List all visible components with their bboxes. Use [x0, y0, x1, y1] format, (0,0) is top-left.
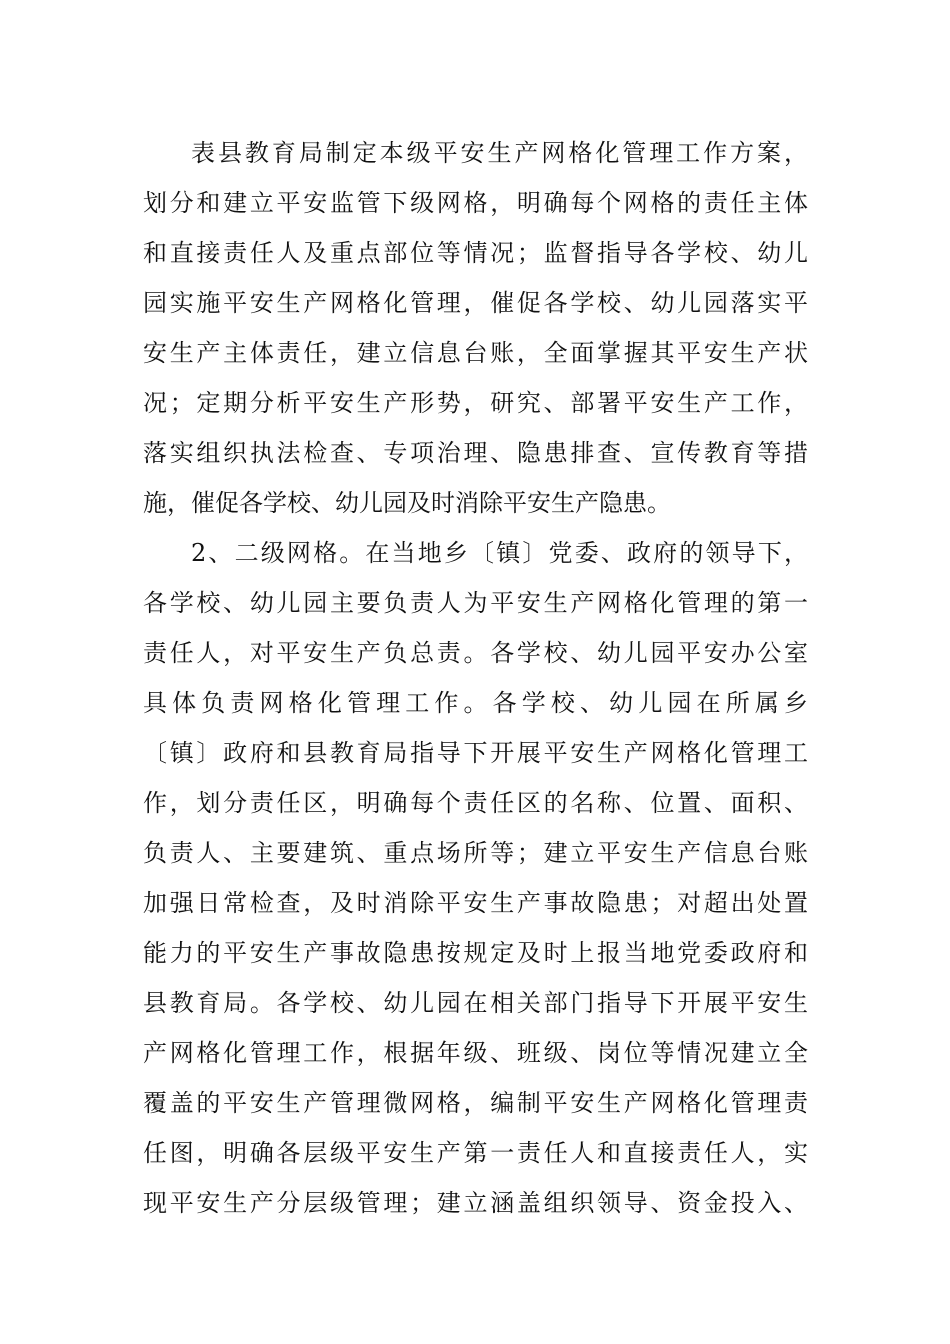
text-line: 具体负责网格化管理工作。各学校、幼儿园在所属乡: [143, 689, 808, 717]
text-line: 施，催促各学校、幼儿园及时消除平安生产隐患。: [143, 489, 671, 517]
text-line: 县教育局。各学校、幼儿园在相关部门指导下开展平安生: [143, 989, 808, 1017]
text-line: 和直接责任人及重点部位等情况；监督指导各学校、幼儿: [143, 239, 808, 267]
text-line: 产网格化管理工作，根据年级、班级、岗位等情况建立全: [143, 1039, 808, 1067]
text-line: 加强日常检查，及时消除平安生产事故隐患；对超出处置: [143, 889, 808, 917]
text-line: 表县教育局制定本级平安生产网格化管理工作方案，: [191, 139, 808, 167]
text-line: 落实组织执法检查、专项治理、隐患排查、宣传教育等措: [143, 439, 808, 467]
text-line: 况；定期分析平安生产形势，研究、部署平安生产工作，: [143, 389, 808, 417]
text-line: 各学校、幼儿园主要负责人为平安生产网格化管理的第一: [143, 589, 808, 617]
text-line: 划分和建立平安监管下级网格，明确每个网格的责任主体: [143, 189, 808, 217]
paragraph-second-level-grid: [143, 528, 808, 1228]
text-line: 任图，明确各层级平安生产第一责任人和直接责任人，实: [143, 1139, 808, 1167]
text-line: 安生产主体责任，建立信息台账，全面掌握其平安生产状: [143, 339, 808, 367]
text-line: 能力的平安生产事故隐患按规定及时上报当地党委政府和: [143, 939, 808, 967]
text-line: 〔镇〕政府和县教育局指导下开展平安生产网格化管理工: [143, 739, 808, 767]
text-line: 现平安生产分层级管理；建立涵盖组织领导、资金投入、: [143, 1189, 808, 1217]
body-text: [143, 128, 808, 1228]
text-line: 负责人、主要建筑、重点场所等；建立平安生产信息台账: [143, 839, 808, 867]
text-line: 园实施平安生产网格化管理，催促各学校、幼儿园落实平: [143, 289, 808, 317]
text-line: 作，划分责任区，明确每个责任区的名称、位置、面积、: [143, 789, 808, 817]
text-line: 2、二级网格。在当地乡〔镇〕党委、政府的领导下，: [191, 539, 808, 567]
text-line: 责任人，对平安生产负总责。各学校、幼儿园平安办公室: [143, 639, 808, 667]
paragraph-first-level-grid: [143, 128, 808, 528]
text-line: 覆盖的平安生产管理微网格，编制平安生产网格化管理责: [143, 1089, 808, 1117]
